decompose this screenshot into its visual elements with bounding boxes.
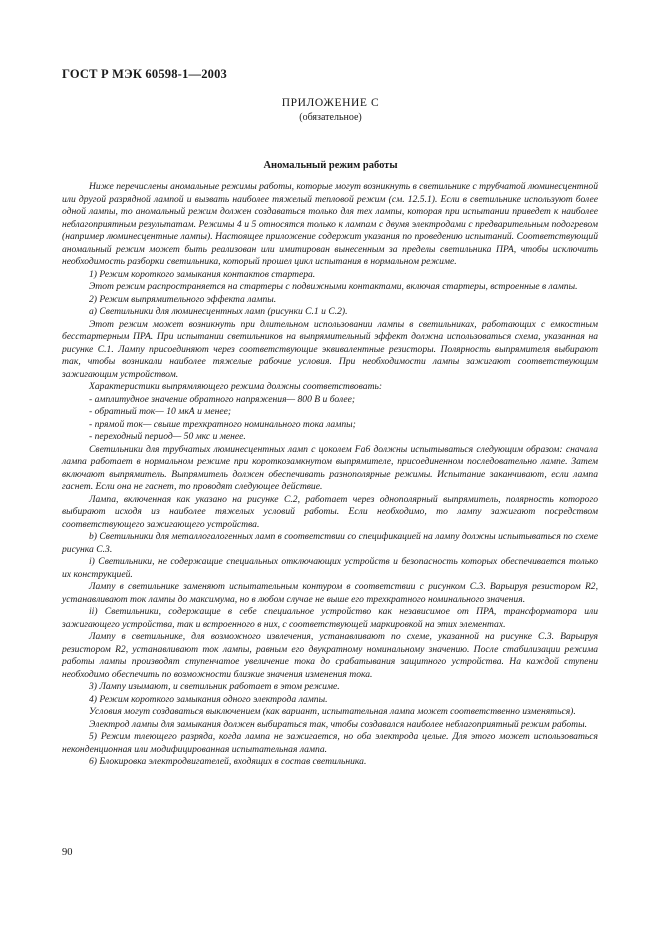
appendix-subtitle: (обязательное) bbox=[299, 112, 362, 123]
paragraph: 4) Режим короткого замыкания одного электрода лампы. bbox=[89, 693, 328, 705]
paragraph: Ниже перечислены аномальные режимы работы, которые могут возникнуть в светильнике с трубчатой люминесцентной или другой разрядной лампой и вызвать наиболее тяжелый тепловой режим (см. 12.5.1). Если в светильнике используют более одной лампы, то аномальный режим должен создаваться только для тех лампы, которая при испытании приведет к наиболее неблагоприятным результатам. Режимы 4 и 5 относятся только к лампам с двумя электродами с предварительным подогревом (например люминесцентные лампы). Настоящее приложение содержит указания по проведению испытаний. Соответствующий аномальный режим может быть реализован или имитирован вынесенным за пределы светильника ПРА, чтобы исключить необходимость разборки светильника, который прошел цикл испытания в нормальном режиме. bbox=[62, 181, 598, 267]
paragraph: Лампу в светильнике заменяют испытательным контуром в соответствии с рисунком С.3. Варьируя резистором R2, устанавливают ток лампы до максимума, но в любом случае не выше его трехкратного номинального значения. bbox=[62, 581, 598, 605]
paragraph: Светильники для трубчатых люминесцентных ламп с цоколем Fa6 должны испытываться следующим образом: сначала лампа работает в нормальном режиме при короткозамкнутом выпрямителе, присоединенном последовательно лампе. Затем включают выпрямитель. Выпрямитель должен обеспечивать разнополярные режимы. Испытание заканчивают, если лампа гаснет. Если она не гаснет, то проводят следующее действие. bbox=[62, 443, 598, 492]
paragraph: Характеристики выпрямляющего режима должны соответствовать: bbox=[89, 381, 383, 392]
list-item: - обратный ток— 10 мкА и менее; bbox=[89, 406, 232, 417]
paragraph: а) Светильники для люминесцентных ламп (рисунки С.1 и С.2). bbox=[89, 306, 348, 317]
paragraph: Лампу в светильнике, для возможного извлечения, устанавливают по схеме, указанной на рисунке С.3. Варьируя резистором R2, устанавливают ток лампы, равным его двукратному номинальному значению. После стабилизации режима работы лампы производят ступенчатое увеличение тока до срабатывания защитного устройства. На каждой ступени необходимо обеспечить по возможности близкие значения изменения тока. bbox=[62, 631, 598, 680]
paragraph: b) Светильники для металлогалогенных ламп в соответствии со спецификацией на лампу должны испытываться по схеме рисунка С.3. bbox=[62, 531, 598, 555]
appendix-title: ПРИЛОЖЕНИЕ С bbox=[281, 97, 380, 109]
document-code: ГОСТ Р МЭК 60598-1—2003 bbox=[62, 67, 227, 81]
list-item: - переходный период— 50 мкс и менее. bbox=[89, 431, 246, 442]
section-title: Аномальный режим работы bbox=[263, 160, 398, 171]
paragraph: Этот режим распространяется на стартеры с подвижными контактами, включая стартеры, встроенные в лампы. bbox=[89, 281, 578, 292]
paragraph: i) Светильники, не содержащие специальных отключающих устройств и безопасность которых обеспечивается только их конструкцией. bbox=[62, 556, 598, 580]
paragraph: Электрод лампы для замыкания должен выбираться так, чтобы создавался наиболее неблагоприятный режим работы. bbox=[89, 718, 587, 730]
paragraph: 1) Режим короткого замыкания контактов стартера. bbox=[89, 268, 316, 280]
page-number: 90 bbox=[62, 847, 73, 858]
paragraph: 5) Режим тлеющего разряда, когда лампа не зажигается, но оба электрода целые. Для этого может использоваться неконденционная или модифицированная испытательная лампа. bbox=[62, 731, 598, 755]
paragraph: ii) Светильники, содержащие в себе специальное устройство как независимое от ПРА, трансформатора или зажигающего устройства, так и встроенного в них, с соответствующей маркировкой на этих элементах. bbox=[62, 606, 598, 630]
body-text bbox=[62, 181, 598, 769]
paragraph: Условия могут создаваться выключением (как вариант, испытательная лампа может соответственно изменяться). bbox=[89, 706, 576, 717]
paragraph: 2) Режим выпрямительного эффекта лампы. bbox=[89, 293, 277, 305]
list-item: - прямой ток— свыше трехкратного номинального тока лампы; bbox=[89, 418, 356, 430]
paragraph: 6) Блокировка электродвигателей, входящих в состав светильника. bbox=[89, 756, 367, 767]
paragraph: Лампа, включенная как указано на рисунке С.2, работает через однополярный выпрямитель, полярность которого выбирают исходя из наиболее тяжелых условий работы. Если необходимо, то лампу зажигают посредством соответствующего зажигающего устройства. bbox=[62, 493, 598, 530]
list-item: - амплитудное значение обратного напряжения— 800 В и более; bbox=[89, 393, 356, 405]
paragraph: 3) Лампу изымают, и светильник работает в этом режиме. bbox=[89, 681, 340, 692]
paragraph: Этот режим может возникнуть при длительном использовании лампы в светильниках, работающих с емкостным бесстартерным ПРА. При испытании светильников на выпрямительный эффект должна использоваться схема, указанная на рисунке С.1. Лампу присоединяют через соответствующие эквивалентные резисторы. Полярность выпрямителя выбирают так, чтобы возникали наиболее тяжелые рабочие условия. При необходимости лампы зажигают соответствующим зажигающим устройством. bbox=[62, 318, 598, 380]
